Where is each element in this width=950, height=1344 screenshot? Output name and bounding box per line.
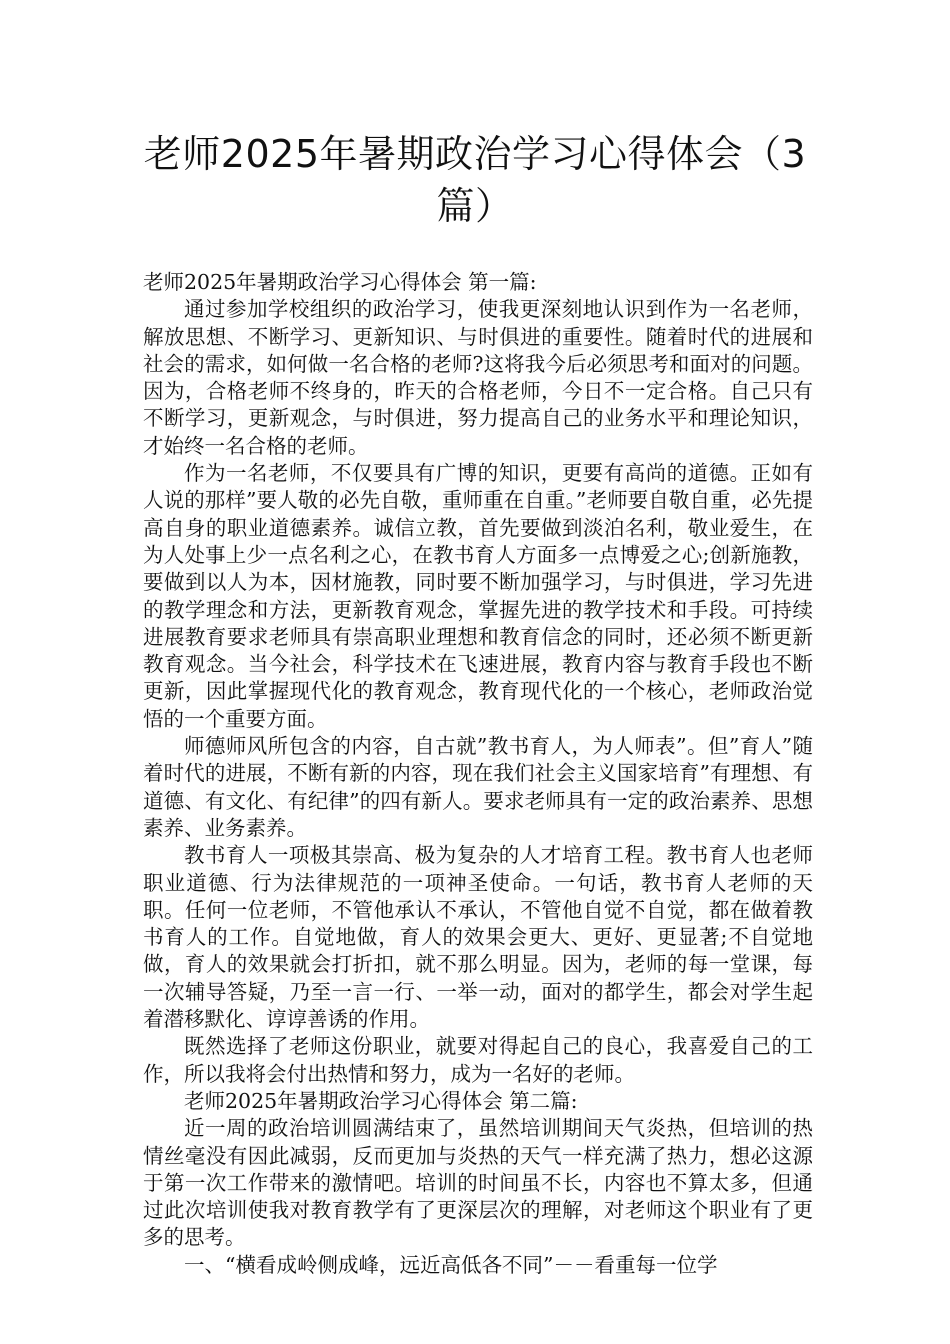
paragraph: 作为一名老师，不仅要具有广博的知识，更要有高尚的道德。正如有人说的那样”要人敬的必先自敬，重师重在自重。”老师要自敬自重，必先提高自身的职业道德素养。诚信立教，首先要做到淡泊名利，敬业爱生，在为人处事上少一点名利之心，在教书育人方面多一点博爱之心;创新施教，要做到以人为本，因材施教，同时要不断加强学习，与时俱进，学习先进的教学理念和方法，更新教育观念，掌握先进的教学技术和手段。可持续进展教育要求老师具有崇高职业理想和教育信念的同时，还必须不断更新教育观念。当今社会，科学技术在飞速进展，教育内容与教育手段也不断更新，因此掌握现代化的教育观念，教育现代化的一个核心，老师政治觉悟的一个重要方面。 (143, 461, 813, 731)
paragraph: 近一周的政治培训圆满结束了，虽然培训期间天气炎热，但培训的热情丝毫没有因此减弱，反而更加与炎热的天气一样充满了热力，想必这源于第一次工作带来的激情吧。培训的时间虽不长，内容也不算太多，但通过此次培训使我对教育教学有了更深层次的理解，对老师这个职业有了更多的思考。 (143, 1116, 813, 1250)
section-heading-first: 老师2025年暑期政治学习心得体会 第一篇: (143, 270, 537, 294)
paragraph: 师德师风所包含的内容，自古就”教书育人，为人师表”。但”育人”随着时代的进展，不断有新的内容，现在我们社会主义国家培育”有理想、有道德、有文化、有纪律”的四有新人。要求老师具有一定的政治素养、思想素养、业务素养。 (143, 734, 813, 840)
section-heading-second: 老师2025年暑期政治学习心得体会 第二篇: (184, 1088, 578, 1113)
paragraph: 通过参加学校组织的政治学习，使我更深刻地认识到作为一名老师，解放思想、不断学习、更新知识、与时俱进的重要性。随着时代的进展和社会的需求，如何做一名合格的老师?这将我今后必须思考和面对的问题。因为，合格老师不终身的，昨天的合格老师，今日不一定合格。自己只有不断学习，更新观念，与时俱进，努力提高自己的业务水平和理论知识，才始终一名合格的老师。 (143, 297, 813, 458)
paragraph: 一、“横看成岭侧成峰，远近高低各不同”－－看重每一位学 (184, 1252, 718, 1277)
document-title: 老师2025年暑期政治学习心得体会（3篇） (143, 132, 807, 228)
paragraph: 既然选择了老师这份职业，就要对得起自己的良心，我喜爱自己的工作，所以我将会付出热情和努力，成为一名好的老师。 (143, 1034, 813, 1086)
paragraph: 教书育人一项极其崇高、极为复杂的人才培育工程。教书育人也老师职业道德、行为法律规范的一项神圣使命。一句话，教书育人老师的天职。任何一位老师，不管他承认不承认，不管他自觉不自觉，都在做着教书育人的工作。自觉地做，育人的效果会更大、更好、更显著;不自觉地做，育人的效果就会打折扣，就不那么明显。因为，老师的每一堂课，每一次辅导答疑，乃至一言一行、一举一动，面对的都学生，都会对学生起着潜移默化、谆谆善诱的作用。 (143, 843, 813, 1032)
document-body (143, 269, 813, 1279)
